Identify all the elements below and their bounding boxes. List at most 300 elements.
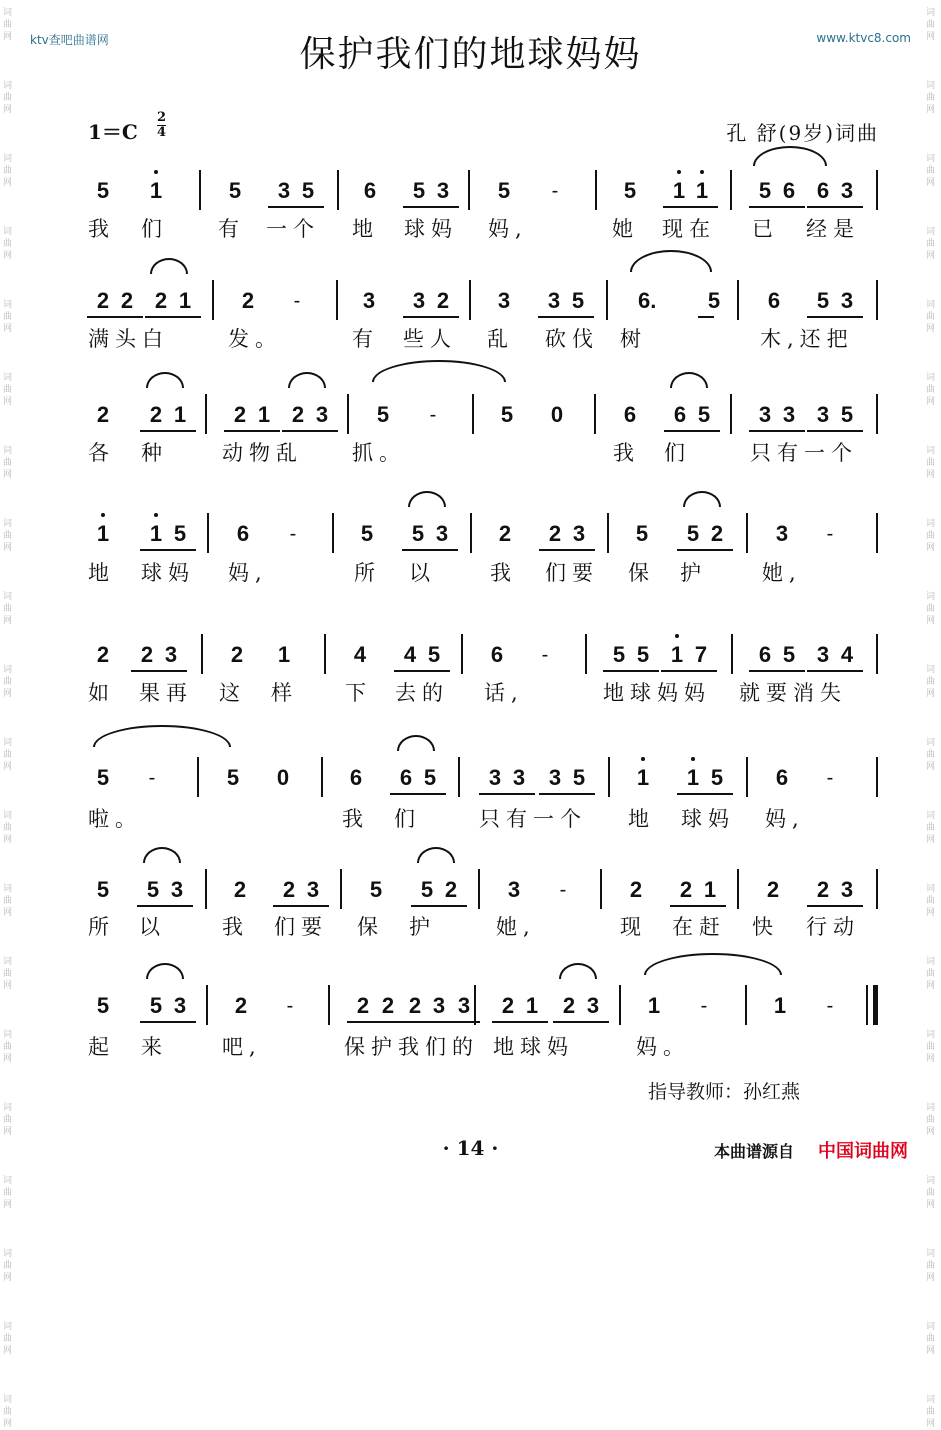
beam-underline [140, 549, 196, 551]
watermark-text: 词曲网 [3, 811, 13, 845]
barline [737, 869, 739, 909]
beam-underline [224, 430, 280, 432]
slur [753, 146, 827, 166]
lyric-text: 就要消失 [739, 681, 847, 705]
beam-underline [664, 430, 720, 432]
note: 3 [840, 288, 854, 313]
note: 5 [635, 521, 649, 546]
note: 0 [276, 765, 290, 790]
watermark-text: 词曲网 [3, 154, 13, 188]
slur [146, 372, 184, 388]
watermark-text: 词曲网 [3, 1322, 13, 1356]
beam-underline [403, 316, 459, 318]
note: 3 [782, 402, 796, 427]
note: 3 [457, 993, 471, 1018]
lyric-text: 在赶 [672, 915, 726, 939]
lyric-text: 果再 [139, 681, 193, 705]
beam-underline [677, 549, 733, 551]
note: 5 [427, 642, 441, 667]
beam-underline [479, 793, 535, 795]
slur [93, 725, 231, 747]
note: 6 [236, 521, 250, 546]
sustain-dash: - [826, 995, 834, 1017]
lyric-text: 她, [496, 915, 536, 939]
note: 2 [629, 877, 643, 902]
sustain-dash: - [286, 995, 294, 1017]
barline [205, 869, 207, 909]
barline [332, 513, 334, 553]
note: 5 [612, 642, 626, 667]
note: 3 [173, 993, 187, 1018]
note: 5 [423, 765, 437, 790]
watermark-text: 词曲网 [3, 81, 13, 115]
lyric-text: 地 [88, 561, 109, 585]
note: 6. [638, 288, 657, 313]
barline [608, 757, 610, 797]
note: 2 [96, 288, 110, 313]
barline [336, 280, 338, 320]
beam-underline [282, 430, 338, 432]
lyric-text: 现在 [662, 217, 716, 241]
barline [595, 170, 597, 210]
note: 6 [775, 765, 789, 790]
note: 3 [277, 178, 291, 203]
barline [606, 280, 608, 320]
octave-dot [691, 757, 695, 761]
score-row [0, 642, 941, 682]
watermark-text: 词曲网 [3, 738, 13, 772]
lyric-row [0, 914, 941, 954]
note: 6 [490, 642, 504, 667]
lyric-text: 吧, [222, 1035, 262, 1059]
note: 3 [572, 521, 586, 546]
beam-underline [131, 670, 187, 672]
note: 2 [120, 288, 134, 313]
watermark-text: 词曲网 [3, 1249, 13, 1283]
barline [201, 634, 203, 674]
note: 3 [362, 288, 376, 313]
beam-underline [539, 793, 595, 795]
note: 5 [96, 765, 110, 790]
lyric-text: 这 [219, 681, 240, 705]
note: 7 [694, 642, 708, 667]
barline [876, 634, 878, 674]
score-row [0, 288, 941, 328]
barline [876, 280, 878, 320]
watermark-text: 词曲网 [3, 1030, 13, 1064]
slur [408, 491, 446, 507]
note: 3 [512, 765, 526, 790]
note: 5 [96, 877, 110, 902]
note: 2 [381, 993, 395, 1018]
note: 2 [282, 877, 296, 902]
score-row [0, 178, 941, 218]
beam-underline [661, 670, 717, 672]
lyric-text: 经是 [806, 217, 860, 241]
lyric-text: 来 [141, 1035, 162, 1059]
barline [745, 985, 747, 1025]
beam-underline [749, 670, 805, 672]
lyric-text: 球妈 [681, 807, 735, 831]
barline [321, 757, 323, 797]
note: 1 [277, 642, 291, 667]
lyric-text: 起 [88, 1035, 109, 1059]
lyric-text: 我 [342, 807, 363, 831]
watermark-text: 词曲网 [926, 300, 936, 334]
lyric-text: 保护我们的 [344, 1035, 479, 1059]
note: 2 [710, 521, 724, 546]
barline [458, 757, 460, 797]
watermark-text: 词曲网 [926, 884, 936, 918]
note: 2 [241, 288, 255, 313]
octave-dot [641, 757, 645, 761]
barline [347, 394, 349, 434]
slur [397, 735, 435, 751]
barline [746, 513, 748, 553]
watermark-text: 词曲网 [3, 665, 13, 699]
score-row [0, 521, 941, 561]
barline [746, 757, 748, 797]
sustain-dash: - [289, 523, 297, 545]
lyric-text: 妈, [228, 561, 268, 585]
octave-dot [154, 170, 158, 174]
source-site: 中国词曲网 [818, 1141, 908, 1162]
beam-underline [603, 670, 659, 672]
lyric-text: 我 [222, 915, 243, 939]
note: 3 [315, 402, 329, 427]
time-signature-bottom: 4 [157, 125, 167, 140]
lyric-text: 发。 [228, 327, 282, 351]
lyric-text: 以 [139, 915, 160, 939]
note: 2 [154, 288, 168, 313]
watermark-text: 词曲网 [3, 519, 13, 553]
watermark-text: 词曲网 [926, 519, 936, 553]
note: 2 [436, 288, 450, 313]
watermark-text: 词曲网 [3, 1103, 13, 1137]
note: 5 [840, 402, 854, 427]
beam-underline [553, 1021, 609, 1023]
watermark-text: 词曲网 [926, 738, 936, 772]
barline [469, 280, 471, 320]
watermark-text: 词曲网 [3, 884, 13, 918]
watermark-text: 词曲网 [3, 373, 13, 407]
note: 5 [571, 288, 585, 313]
note: 1 [670, 642, 684, 667]
beam-underline [87, 316, 143, 318]
note: 5 [710, 765, 724, 790]
lyric-text: 些人 [403, 327, 457, 351]
barline [212, 280, 214, 320]
page-title: 保护我们的地球妈妈 [299, 34, 642, 75]
slur [559, 963, 597, 979]
barline [207, 513, 209, 553]
score-row [0, 993, 941, 1033]
lyric-text: 妈。 [636, 1035, 690, 1059]
note: 5 [173, 521, 187, 546]
lyric-text: 我 [613, 441, 634, 465]
lyric-text: 一个 [266, 217, 320, 241]
lyric-text: 动物乱 [222, 441, 303, 465]
note: 2 [548, 521, 562, 546]
note: 6 [673, 402, 687, 427]
note: 2 [230, 642, 244, 667]
note: 5 [226, 765, 240, 790]
lyric-text: 快 [752, 915, 773, 939]
lyric-text: 保 [357, 915, 378, 939]
note: 1 [686, 765, 700, 790]
note: 4 [840, 642, 854, 667]
barline [474, 985, 476, 1025]
note: 1 [703, 877, 717, 902]
beam-underline [698, 316, 714, 318]
note: 1 [257, 402, 271, 427]
note: 3 [164, 642, 178, 667]
note: 5 [376, 402, 390, 427]
lyric-text: 以 [409, 561, 430, 585]
lyric-text: 球妈 [404, 217, 458, 241]
beam-underline [663, 206, 718, 208]
lyric-text: 啦。 [88, 807, 142, 831]
beam-underline [539, 549, 595, 551]
barline [461, 634, 463, 674]
lyric-row [0, 216, 941, 256]
score-row [0, 765, 941, 805]
barline [470, 513, 472, 553]
slur [146, 963, 184, 979]
beam-underline [140, 430, 196, 432]
lyric-text: 地球妈妈 [603, 681, 711, 705]
note: 1 [149, 521, 163, 546]
note: 1 [525, 993, 539, 1018]
lyric-text: 已 [752, 217, 773, 241]
barline [731, 634, 733, 674]
barline [730, 394, 732, 434]
note: 1 [636, 765, 650, 790]
watermark-text: 词曲网 [3, 227, 13, 261]
watermark-text: 词曲网 [3, 446, 13, 480]
note: 5 [572, 765, 586, 790]
lyric-text: 我 [88, 217, 109, 241]
note: 2 [498, 521, 512, 546]
barline [876, 757, 878, 797]
barline [337, 170, 339, 210]
lyric-text: 有 [218, 217, 239, 241]
note: 5 [228, 178, 242, 203]
sustain-dash: - [148, 767, 156, 789]
note: 5 [369, 877, 383, 902]
beam-underline [807, 430, 863, 432]
note: 6 [816, 178, 830, 203]
lyric-row [0, 440, 941, 480]
lyric-text: 有 [352, 327, 373, 351]
slur [644, 953, 782, 975]
lyric-text: 木,还把 [760, 327, 854, 351]
watermark-text: 词曲网 [926, 1395, 936, 1429]
note: 2 [356, 993, 370, 1018]
sustain-dash: - [551, 180, 559, 202]
note: 3 [840, 877, 854, 902]
lyric-text: 地球妈 [493, 1035, 574, 1059]
beam-underline [538, 316, 594, 318]
note: 5 [758, 178, 772, 203]
barline [876, 869, 878, 909]
note: 5 [636, 642, 650, 667]
lyric-text: 她, [762, 561, 802, 585]
note: 5 [782, 642, 796, 667]
watermark-text: 词曲网 [926, 592, 936, 626]
barline [607, 513, 609, 553]
note: 5 [412, 178, 426, 203]
source-label: 本曲谱源自 [714, 1142, 795, 1161]
beam-underline [807, 670, 863, 672]
octave-dot [677, 170, 681, 174]
final-barline [873, 985, 878, 1025]
slur [417, 847, 455, 863]
note: 4 [353, 642, 367, 667]
lyric-row [0, 680, 941, 720]
note: 3 [412, 288, 426, 313]
lyric-text: 护 [409, 915, 430, 939]
barline [737, 280, 739, 320]
lyric-text: 如 [88, 681, 109, 705]
barline [866, 985, 868, 1025]
lyric-text: 们要 [274, 915, 328, 939]
note: 6 [782, 178, 796, 203]
lyric-text: 去的 [395, 681, 449, 705]
watermark-text: 词曲网 [3, 592, 13, 626]
watermark-text: 词曲网 [926, 373, 936, 407]
note: 3 [547, 288, 561, 313]
octave-dot [675, 634, 679, 638]
lyric-text: 妈, [765, 807, 805, 831]
watermark-text: 词曲网 [926, 446, 936, 480]
note: 5 [96, 178, 110, 203]
barline [876, 394, 878, 434]
watermark-text: 词曲网 [926, 665, 936, 699]
note: 1 [173, 402, 187, 427]
slur [150, 258, 188, 274]
slur [288, 372, 326, 388]
lyric-row [0, 560, 941, 600]
note: 3 [816, 642, 830, 667]
barline [730, 170, 732, 210]
watermark-text: 词曲网 [3, 1395, 13, 1429]
note: 5 [497, 178, 511, 203]
beam-underline [807, 206, 863, 208]
composer-credit: 孔 舒(9岁)词曲 [726, 121, 879, 145]
beam-underline [273, 905, 329, 907]
note: 2 [444, 877, 458, 902]
lyric-text: 乱 [487, 327, 508, 351]
beam-underline [137, 905, 193, 907]
octave-dot [154, 513, 158, 517]
barline [876, 170, 878, 210]
lyric-text: 球妈 [141, 561, 195, 585]
note: 5 [360, 521, 374, 546]
note: 2 [140, 642, 154, 667]
beam-underline [807, 905, 863, 907]
lyric-text: 地 [352, 217, 373, 241]
note: 5 [149, 993, 163, 1018]
lyric-text: 们要 [545, 561, 599, 585]
sustain-dash: - [826, 523, 834, 545]
lyric-row [0, 326, 941, 366]
beam-underline [399, 1021, 480, 1023]
lyric-text: 妈, [488, 217, 528, 241]
note: 2 [408, 993, 422, 1018]
site-watermark-left: ktv查吧曲谱网 [30, 33, 109, 47]
note: 5 [623, 178, 637, 203]
barline [478, 869, 480, 909]
barline [619, 985, 621, 1025]
note: 1 [647, 993, 661, 1018]
note: 6 [399, 765, 413, 790]
lyric-text: 只有一个 [479, 807, 587, 831]
watermark-text: 词曲网 [926, 1030, 936, 1064]
note: 3 [586, 993, 600, 1018]
lyric-text: 护 [680, 561, 701, 585]
lyric-text: 满头白 [88, 327, 169, 351]
beam-underline [268, 206, 324, 208]
barline [468, 170, 470, 210]
barline [197, 757, 199, 797]
watermark-text: 词曲网 [926, 227, 936, 261]
beam-underline [394, 670, 450, 672]
slur [670, 372, 708, 388]
note: 3 [507, 877, 521, 902]
note: 3 [436, 178, 450, 203]
watermark-text: 词曲网 [926, 81, 936, 115]
note: 2 [234, 993, 248, 1018]
note: 5 [420, 877, 434, 902]
lyric-text: 行动 [806, 915, 860, 939]
note: 1 [672, 178, 686, 203]
watermark-text: 词曲网 [926, 957, 936, 991]
note: 6 [363, 178, 377, 203]
watermark-text: 词曲网 [926, 154, 936, 188]
lyric-text: 保 [628, 561, 649, 585]
watermark-text: 词曲网 [926, 8, 936, 42]
barline [206, 985, 208, 1025]
note: 3 [435, 521, 449, 546]
watermark-text: 词曲网 [926, 1322, 936, 1356]
note: 6 [349, 765, 363, 790]
note: 2 [291, 402, 305, 427]
beam-underline [807, 316, 863, 318]
note: 6 [758, 642, 772, 667]
note: 5 [500, 402, 514, 427]
barline [472, 394, 474, 434]
beam-underline [347, 1021, 404, 1023]
barline [876, 513, 878, 553]
note: 2 [679, 877, 693, 902]
teacher-credit: 指导教师：孙红燕 [648, 1081, 801, 1103]
lyric-text: 抓。 [352, 441, 406, 465]
note: 5 [816, 288, 830, 313]
note: 0 [550, 402, 564, 427]
sustain-dash: - [559, 879, 567, 901]
lyric-text: 只有一个 [750, 441, 858, 465]
lyric-text: 各 [88, 441, 109, 465]
watermark-text: 词曲网 [926, 811, 936, 845]
sustain-dash: - [541, 644, 549, 666]
lyric-text: 树 [620, 327, 641, 351]
watermark-text: 词曲网 [3, 957, 13, 991]
note: 5 [301, 178, 315, 203]
lyric-text: 她 [612, 217, 633, 241]
note: 3 [840, 178, 854, 203]
note: 3 [758, 402, 772, 427]
